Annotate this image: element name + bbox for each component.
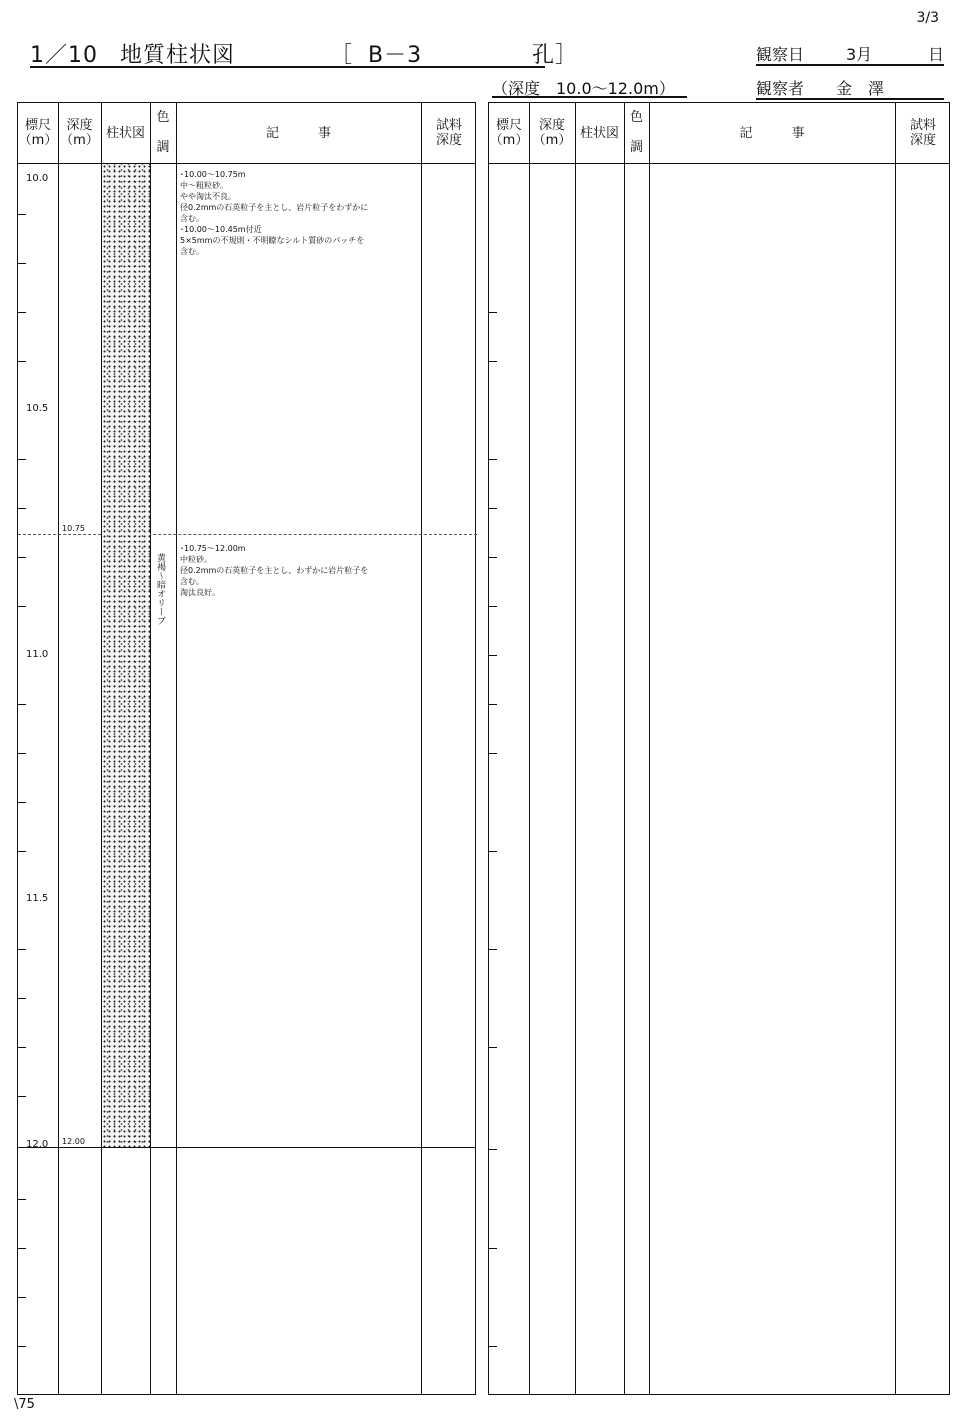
layer-boundary [18, 534, 477, 535]
title-hole-id: B－3 [368, 43, 423, 68]
observation-date [756, 42, 944, 66]
title-name: 地質柱状図 [120, 43, 236, 68]
header-sample-right: 試料 深度 [909, 118, 936, 148]
observation-date-day: 日 [928, 45, 945, 64]
scale-label-10-0: 10.0 [26, 173, 49, 184]
observer-name: 金 澤 [836, 79, 885, 98]
color-description: 黄褐～暗オリーブ [155, 553, 165, 625]
page-title [30, 36, 579, 68]
scale-label-12-0: 12.0 [26, 1139, 49, 1150]
scale-label-11-5: 11.5 [26, 893, 49, 904]
log-bottom-line [18, 1147, 475, 1148]
header-column: 柱状図 [105, 125, 145, 141]
header-scale-right: 標尺 （m） [489, 118, 529, 148]
depth-label-10-75: 10.75 [62, 524, 85, 533]
footer-mark: \75 [14, 1397, 35, 1412]
observation-date-label: 観察日 [756, 45, 805, 64]
header-depth: 深度 （m） [60, 118, 99, 148]
log-panel-left [17, 102, 476, 1395]
header-notes: 記 事 [265, 125, 331, 141]
scale-label-10-5: 10.5 [26, 403, 49, 414]
title-bracket-open: ［ [330, 43, 354, 68]
title-hole-suffix: 孔］ [532, 43, 579, 68]
header-scale: 標尺 （m） [18, 118, 58, 148]
observation-date-month: 3月 [846, 45, 873, 64]
header-color-right: 色 調 [629, 110, 643, 155]
observer-label: 観察者 [756, 79, 805, 98]
layer-2-description: ･10.75～12.00m 中粒砂。 径0.2mmの石英粒子を主とし、わずかに岩片粒子を 含む。 淘汰良好。 [180, 544, 369, 597]
header-sample: 試料 深度 [435, 118, 462, 148]
header-color: 色 調 [156, 110, 170, 155]
page-number: 3/3 [916, 10, 939, 26]
columnar-section-sand [102, 164, 150, 1147]
layer-1-description: ･10.00～10.75m 中～粗粒砂。 やや淘汰不良。 径0.2mmの石英粒子を主とし、岩片粒子をわずかに 含む。 ･10.00～10.45m付近 5×5mmの不規則・不明瞭なシルト質砂のパッチを 含む。 [180, 170, 369, 256]
header-notes-right: 記 事 [739, 125, 805, 141]
depth-label-12-00: 12.00 [62, 1137, 85, 1146]
header-depth-right: 深度 （m） [532, 118, 572, 148]
depth-range: （深度 10.0～12.0m） [492, 76, 687, 98]
log-panel-right [488, 102, 950, 1395]
scale-label-11-0: 11.0 [26, 649, 49, 660]
header-column-right: 柱状図 [579, 125, 619, 141]
title-scale: 1／10 [30, 43, 98, 68]
observer [756, 76, 944, 100]
